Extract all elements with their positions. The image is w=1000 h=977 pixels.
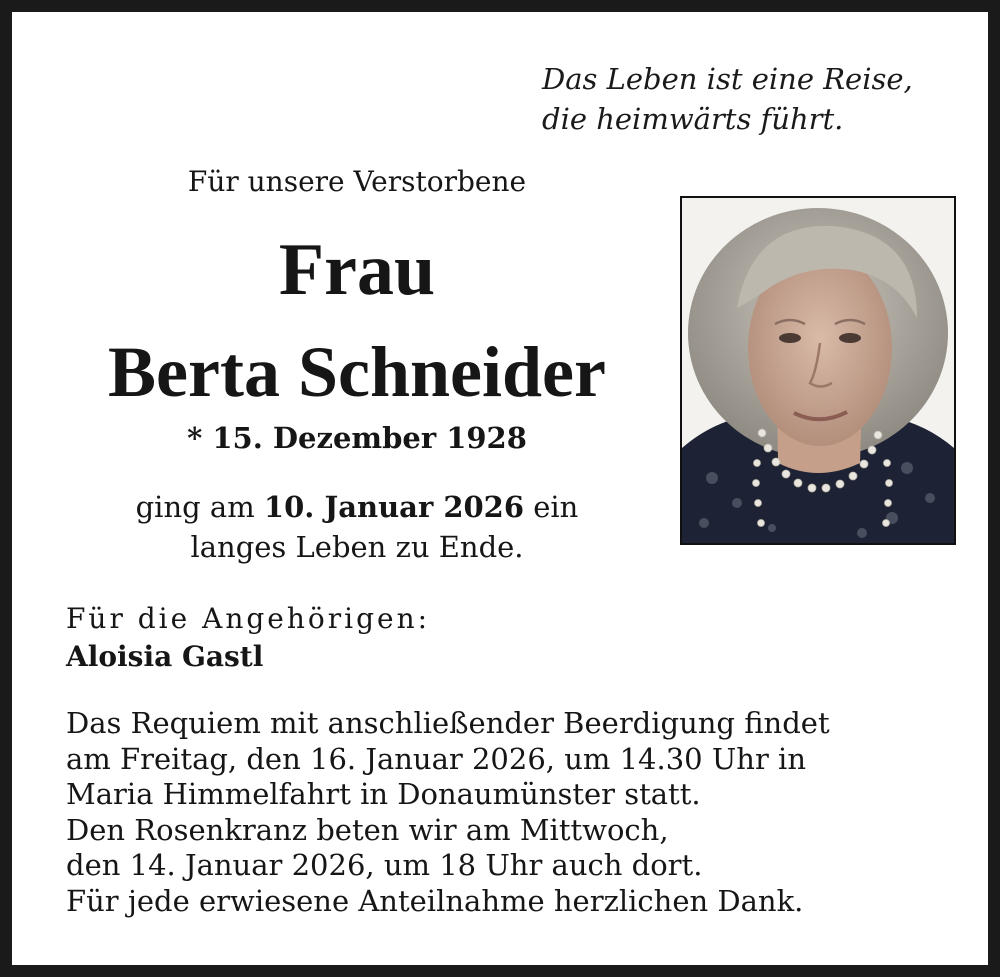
death-prefix: ging am [135,490,264,524]
deceased-name: Berta Schneider [108,332,606,412]
death-line-1 [62,487,652,527]
motto-line-2: die heimwärts führt. [542,102,844,136]
death-line-2: langes Leben zu Ende. [190,530,524,564]
details-line: den 14. Januar 2026, um 18 Uhr auch dort. [66,848,703,882]
death-date: 10. Januar 2026 [263,490,525,524]
details-line: Für jede erwiesene Anteilnahme herzlichen Dank. [66,883,804,918]
death-statement [62,487,652,567]
family-name: Aloisia Gastl [66,640,264,673]
death-suffix: ein [524,490,579,524]
details-line: Das Requiem mit anschließender Beerdigung findet [66,706,830,740]
family-label: Für die Angehörigen: [66,602,431,635]
details-line: am Freitag, den 16. Januar 2026, um 14.30 Uhr in [66,741,806,776]
details-line: Maria Himmelfahrt in Donaumünster statt. [66,777,701,811]
motto-quote [542,59,982,139]
family-block [66,600,430,676]
details-line: Den Rosenkranz beten wir am Mittwoch, [66,812,669,847]
salutation: Frau [278,229,436,311]
service-details [66,706,966,919]
portrait-image [682,198,954,543]
motto-line-1: Das Leben ist eine Reise, [542,62,913,96]
birth-date: * 15. Dezember 1928 [187,421,527,455]
intro-text: Für unsere Verstorbene [187,165,527,198]
portrait-photo [680,196,956,545]
